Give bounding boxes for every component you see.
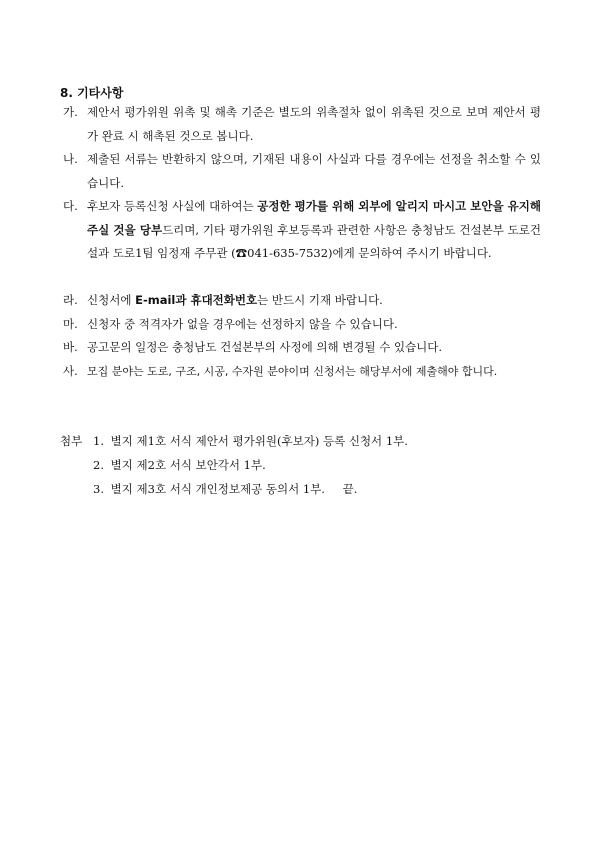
- attachments-label: 첨부: [60, 434, 83, 448]
- item-marker: 가.: [63, 105, 78, 119]
- attachment-item: [93, 457, 266, 473]
- list-item-da: [63, 195, 541, 266]
- item-text: 공고문의 일정은 충청남도 건설본부의 사정에 의해 변경될 수 있습니다.: [87, 340, 443, 354]
- item-text: 제출된 서류는 반환하지 않으며, 기재된 내용이 사실과 다를 경우에는 선정을 취소할 수 있습니다.: [87, 152, 541, 190]
- item-text-emphasis: E-mail과 휴대전화번호: [135, 293, 258, 307]
- item-text: 제안서 평가위원 위촉 및 해촉 기준은 별도의 위촉절차 없이 위촉된 것으로 보며 제안서 평가 완료 시 해촉된 것으로 봅니다.: [87, 105, 541, 143]
- attachment-item: [93, 433, 408, 449]
- attachment-number: 1.: [93, 434, 104, 448]
- item-marker: 라.: [63, 293, 78, 307]
- attachment-number: 2.: [93, 458, 104, 472]
- attachment-text: 별지 제3호 서식 개인정보제공 동의서 1부.: [110, 482, 325, 496]
- item-text-post: 는 반드시 기재 바랍니다.: [257, 293, 383, 307]
- item-text-post: 드리며, 기타 평가위원 후보등록과 관련한 사항은 충청남도 건설본부 도로건설과 도로1팀 임정재 주무관 (☎041-635-7532)에게 문의하여 주시기 바랍니다.: [87, 222, 541, 260]
- section-heading: 8. 기타사항: [60, 86, 124, 100]
- list-item-ba: [63, 336, 541, 360]
- item-text: 모집 분야는 도로, 구조, 시공, 수자원 분야이며 신청서는 해당부서에 제출해야 합니다.: [87, 364, 498, 378]
- list-item-ma: [63, 313, 541, 337]
- list-item-ra: [63, 289, 541, 313]
- item-marker: 마.: [63, 316, 78, 331]
- item-text-pre: 신청서에: [87, 293, 136, 307]
- attachment-item: [93, 481, 357, 497]
- attachment-text: 별지 제2호 서식 보안각서 1부.: [110, 458, 266, 472]
- item-marker: 나.: [63, 152, 78, 166]
- item-marker: 바.: [63, 340, 78, 354]
- list-item-na: [63, 148, 541, 195]
- item-text: 신청자 중 적격자가 없을 경우에는 선정하지 않을 수 있습니다.: [87, 316, 398, 331]
- item-text-emphasis: 공정한 평가를 위해 외부에 알리지 마시고 보안을 유지해 주실 것을 당부: [87, 199, 541, 237]
- item-text: [87, 289, 541, 313]
- attachment-text: 별지 제1호 서식 제안서 평가위원(후보자) 등록 신청서 1부.: [110, 434, 408, 448]
- item-marker: 사.: [63, 363, 78, 378]
- item-text: [87, 195, 541, 266]
- item-text-pre: 후보자 등록신청 사실에 대하여는: [87, 199, 258, 213]
- end-mark: 끝.: [342, 482, 358, 496]
- list-item-sa: [63, 360, 541, 384]
- attachment-number: 3.: [93, 482, 104, 496]
- item-marker: 다.: [63, 199, 78, 213]
- list-item-ga: [63, 101, 541, 148]
